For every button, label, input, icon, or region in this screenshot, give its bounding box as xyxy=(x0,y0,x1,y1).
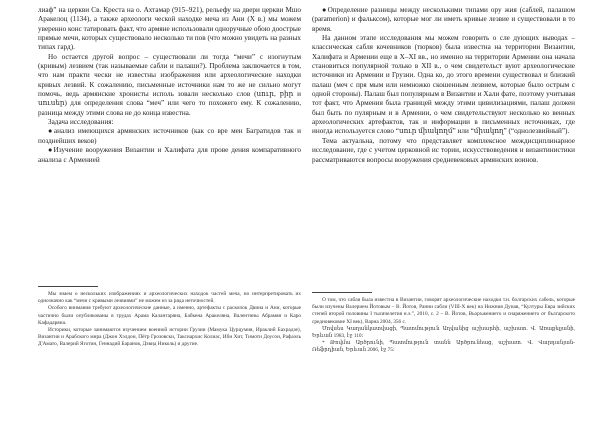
right-body-text xyxy=(312,6,575,165)
left-bullet-2: ●Изучение вооружения Византии и Халифата для прове дения компаративного анализа с Арменией xyxy=(38,146,301,164)
right-footnote-rule xyxy=(312,292,372,293)
right-column xyxy=(312,6,575,165)
left-bullet-1: ●анализ имеющихся армянских источников (как со вре мен Багратидов так и позднейших веков) xyxy=(38,127,301,145)
right-bullet-1: ●Определение разницы между несколькими типами ору жия (саблей, палашом (paramerion) и фальксом), которые мог ли иметь кривые лезвие и существовали в то время. xyxy=(312,6,575,33)
right-paragraph-2: Тема актуальна, потому что представляет комплексное междисциплинарное исследование, где с учетом церковной ис тории, искусствоведения и византинистики рассматриваются вопросы вооружения средневековых армянских воинов. xyxy=(312,136,575,164)
left-paragraph-2: Но остается другой вопрос – существовали ли тогда “мечи” с изогнутым (кривым) лезвием (так называемые сабли и палаши?). Проблема заключается в том, что нам практи чески не известны изображения или археологические находки кривых лезвий. К сожалению, письменные источники нам то же не сильно могут помочь, ведь армянские хронисты исполь зовали несколько слов (սուր, բիր и սուսեր) для определения слова “меч” или чего то похожего ему. К сожалению, разница между этими слова не до конца известна. xyxy=(38,52,301,117)
left-footnote-1: Мы знаем о нескольких изображениях и археологических находок частей меча, но интерпретировать их однозначно как “мечи с кривыми лезвиями” не можем из за ряда неточностей. xyxy=(38,291,301,305)
left-paragraph-1: лиаф” на церкви Св. Креста на о. Ахтамар (915–921), рельефу на двери церкви Мшо Аракелоц (1134), а также археологи ческой находке меча из Ани (Х в.) мы можем уверенно конс татировать факт, что армяне использовали одноручные обою доострые прямые мечи, которых существовало несколько ти пов (что можно увидеть на разных типах гард). xyxy=(38,6,301,52)
right-footnote-2: Մովսես Կաղանկատվացի, Պատմություն Աղվանից աշխարհի, աշխատ. Վ. Առաքելյանի, Երևան 1983, էջ 110։ xyxy=(312,325,575,340)
right-paragraph-1: На данном этапе исследования мы можем говорить о сле дующих выводах – классическая сабля кочевников (тюрков) была известна на территории Византии, Халифата и Армении еще в X–XI вв., но именно на территории Армении она начала становиться популярной только в XII в., о чем свидетельст вуют археологические источники из Армении и Грузии. Одна ко, до этого времени существовал и близкий палаш (меч с пря мым или немножко скошенным лезвием, которые было острым с одной стороны). Палаш был популярным в Византии и Хали фате, поэтому учитывая тот факт, что Армения была границей между этими цивилизациями, палаш должен был быть по пулярным и в Армении, о чем свидетельствуют несколько ко венных археологических артефактов, так и информации в письменных источниках, где иногда используется слово “սուր միակողմ” или “միակող” (“однолезвийный”). xyxy=(312,34,575,136)
left-footnote-2: Особого внимания требуют археологические данные, а именно, артефакты с раскопок Двина и Ани, которые частично были опубликованы в трудах Арама Калантаряна, Бабкена Аракеляна, Валентины Абрамян и Каро Кафадаряна. xyxy=(38,305,301,326)
right-footnote-3: * Թովմա Արծրունի, Պատմություն տանն Արծրունեաց, աշխատ. Վ. Վարդանյան-Ռեֆրդիան, Երևան 2006, էջ 75։ xyxy=(312,340,575,354)
left-paragraph-task-heading: Задача исследования: xyxy=(48,118,114,127)
left-footnote-rule xyxy=(38,286,98,287)
left-body-text xyxy=(38,6,301,165)
left-column xyxy=(38,6,301,165)
right-footnote-1: О том, что сабля была известна в Византии, говорят археологические находки т.н. болгарских сабель, которые были изучены Валерием Йотовым – В. Йотов, Ранни сабли (VIII-X век) на Нижния Дунав, “Културы Евра зийских степей второй половины I тысячелетия н.э.”, 2010, с. 2 – В. Йотов, Вьоръжението и снаряжението от българското средновековие XI век), Варна 2004, 356 с. xyxy=(312,297,575,325)
right-footnotes xyxy=(312,297,575,355)
left-footnote-3: Историки, которые занимаются изучением военной истории Грузии (Мамука Цурцумия, Ираклий Бахрадзе), Византии и Арабского мира (Джон Хэлдон, Пётр Грозовски, Таксиархис Колиас, Ибн Хит, Тимоти Доусон, Рафаэль Д'Амато, Валерий Яготин, Геннадий Баранов, Дэвид Николь) и другие. xyxy=(38,327,301,348)
left-footnotes xyxy=(38,291,301,349)
